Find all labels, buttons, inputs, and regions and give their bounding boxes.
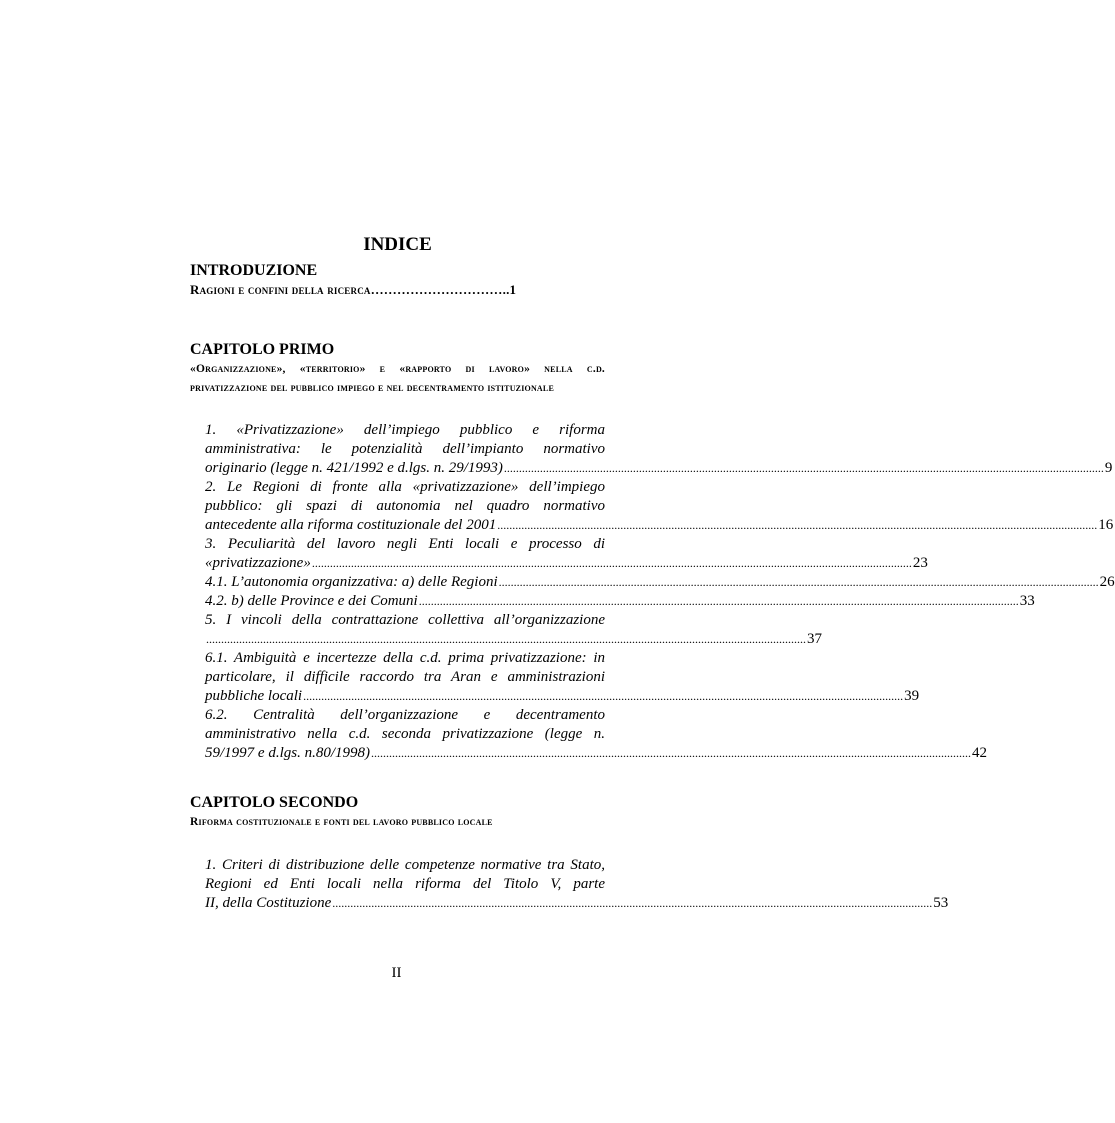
chapter-heading: CAPITOLO SECONDO (190, 794, 359, 811)
toc-entry-page: 16 (1098, 517, 1114, 533)
toc-entry[interactable] (205, 592, 1035, 611)
toc-entry-leader: ........................................................................................................................................................................................................ (332, 895, 933, 910)
toc-entry[interactable] (205, 649, 920, 706)
chapter-section (190, 340, 1115, 763)
toc-entry-page: 23 (912, 555, 928, 571)
toc-entry-leader: ........................................................................................................................................................................................................ (418, 594, 1019, 608)
toc-entry-label: «privatizzazione» (205, 555, 311, 571)
index-page (190, 233, 1115, 911)
chapter-entries (205, 856, 949, 913)
toc-entry-line (205, 744, 987, 763)
toc-entry-text: 1. Criteri di distribuzione delle competenze normative tra Stato, Regioni ed Enti locali nella riforma del Titolo V, parte (205, 856, 605, 892)
toc-entry-line (205, 687, 920, 706)
toc-entry-page: 37 (807, 631, 822, 647)
toc-entry-leader: ........................................................................................................................................................................................................ (303, 689, 904, 703)
toc-entry-line (205, 592, 1035, 611)
toc-entry-line (205, 573, 1115, 592)
toc-entry-leader: ........................................................................................................................................................................................................ (497, 518, 1098, 532)
toc-entry-label: 4.2. b) delle Province e dei Comuni (205, 593, 418, 609)
toc-entry-text: 1. «Privatizzazione» dell’impiego pubblico e riforma amministrativa: le potenzialità dell’impianto normativo (205, 422, 605, 457)
intro-heading: INTRODUZIONE (190, 262, 318, 279)
toc-entry[interactable] (205, 611, 822, 649)
toc-entry-page: 42 (972, 745, 987, 761)
toc-entry-label: 4.1. L’autonomia organizzativa: a) delle Regioni (205, 574, 498, 590)
toc-entry-page: 9 (1104, 460, 1113, 476)
toc-entry-label: II, della Costituzione (205, 894, 332, 911)
toc-entry[interactable] (205, 856, 949, 913)
toc-entry-page: 33 (1019, 593, 1035, 609)
toc-entry-line (205, 516, 1114, 535)
intro-entry-dots: …………………………. (370, 282, 507, 297)
toc-entry[interactable] (205, 706, 987, 763)
toc-entry[interactable] (205, 421, 1113, 478)
toc-entry-leader: ........................................................................................................................................................................................................ (206, 632, 806, 646)
intro-entry-label: Ragioni e confini della ricerca (190, 282, 371, 297)
toc-entry-leader: ........................................................................................................................................................................................................ (498, 575, 1099, 589)
toc-entry-leader: ........................................................................................................................................................................................................ (311, 556, 912, 570)
toc-entry-line (205, 894, 949, 913)
toc-entry-label: originario (legge n. 421/1992 e d.lgs. n. 29/1993) (205, 460, 503, 476)
chapter-section (190, 793, 949, 913)
chapter-subtitle: «Organizzazione», «territorio» e «rapporto di lavoro» nella c.d. privatizzazione del pubblico impiego e nel decentramento istituzionale (190, 363, 605, 394)
toc-entry-line (205, 554, 928, 573)
toc-entry-text: 6.1. Ambiguità e incertezze della c.d. prima privatizzazione: in particolare, il difficile raccordo tra Aran e amministrazioni (205, 650, 605, 685)
introduction-section (190, 261, 605, 300)
toc-entry-label: 59/1997 e d.lgs. n.80/1998) (205, 745, 370, 761)
toc-entry-leader: ........................................................................................................................................................................................................ (371, 746, 971, 760)
toc-entry-page: 26 (1099, 574, 1115, 590)
chapter-subtitle: Riforma costituzionale e fonti del lavoro pubblico locale (190, 816, 493, 828)
page-number: II (391, 965, 402, 981)
toc-entry-line (205, 459, 1113, 478)
toc-entry[interactable] (205, 573, 1115, 592)
toc-entry-text: 5. I vincoli della contrattazione collettiva all’organizzazione (205, 612, 605, 628)
intro-entry-page: .1 (506, 282, 517, 297)
toc-entry-text: 3. Peculiarità del lavoro negli Enti locali e processo di (205, 536, 605, 552)
intro-entry[interactable] (190, 281, 605, 300)
page-title: INDICE (363, 234, 432, 255)
toc-entry-page: 39 (904, 688, 920, 704)
toc-entry-label: antecedente alla riforma costituzionale del 2001 (205, 517, 497, 533)
chapter-entries (205, 421, 1115, 763)
toc-entry-page: 53 (933, 894, 949, 911)
toc-entry-label: pubbliche locali (205, 688, 303, 704)
toc-entry-line (205, 630, 822, 649)
toc-entry-text: 2. Le Regioni di fronte alla «privatizzazione» dell’impiego pubblico: gli spazi di autonomia nel quadro normativo (205, 479, 605, 514)
toc-entry-text: 6.2. Centralità dell’organizzazione e decentramento amministrativo nella c.d. seconda privatizzazione (legge n. (205, 707, 605, 742)
chapter-heading: CAPITOLO PRIMO (190, 341, 335, 358)
toc-entry-leader: ........................................................................................................................................................................................................ (503, 461, 1104, 475)
toc-entry[interactable] (205, 535, 928, 573)
toc-entry[interactable] (205, 478, 1114, 535)
